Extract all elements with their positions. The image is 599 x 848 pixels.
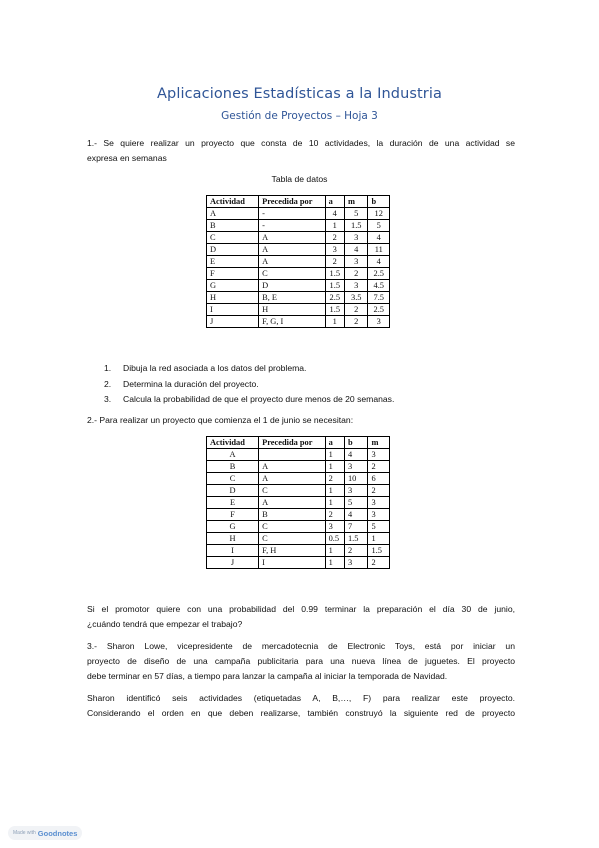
table1-header-row [207,196,390,208]
table-cell: 4 [344,244,368,256]
table-cell: 2.5 [325,292,344,304]
question-text: Determina la duración del proyecto. [123,378,259,389]
table-cell: - [259,220,325,232]
table-cell: 4.5 [368,280,390,292]
table-row [207,292,390,304]
table-cell: 1.5 [344,220,368,232]
table-cell: A [259,232,325,244]
question-item [104,392,394,408]
table2-header-cell: m [368,437,390,449]
table-cell: 1 [325,485,344,497]
table-row [207,256,390,268]
table-cell: 3 [344,256,368,268]
table-cell: D [259,280,325,292]
table-cell: 3 [344,280,368,292]
table-row [207,220,390,232]
table-cell: A [259,244,325,256]
table-cell: 3.5 [344,292,368,304]
table-cell: 2.5 [368,304,390,316]
table-cell: B [207,220,259,232]
table-cell: C [259,521,325,533]
table-row [207,280,390,292]
table-row [207,533,390,545]
table1-header-cell: a [325,196,344,208]
page-title: Aplicaciones Estadísticas a la Industria [157,86,442,102]
table-row [207,244,390,256]
table-cell: 10 [344,473,368,485]
table-row [207,232,390,244]
problem1-questions [104,361,394,408]
table-cell: - [259,208,325,220]
table-cell: 5 [344,497,368,509]
question-number: 2. [104,378,112,389]
question-number: 1. [104,363,112,373]
problem1-intro-line2: expresa en semanas [87,153,167,163]
table-cell [259,449,325,461]
table2-header-cell: b [344,437,368,449]
table-row [207,449,390,461]
table-cell: C [207,232,259,244]
table-cell: F, H [259,545,325,557]
question-text: Calcula la probabilidad de que el proyecto dure menos de 20 semanas. [123,394,395,405]
table-cell: 1 [368,533,390,545]
table-cell: 3 [325,521,344,533]
table-cell: 1 [325,461,344,473]
table-cell: H [259,304,325,316]
table-cell: 5 [344,208,368,220]
table2-header-cell: Actividad [207,437,259,449]
table-cell: C [259,533,325,545]
table-cell: B, E [259,292,325,304]
table-cell: 4 [344,509,368,521]
table-cell: 6 [368,473,390,485]
table-cell: A [259,473,325,485]
table-cell: 3 [344,461,368,473]
goodnotes-watermark [8,826,82,840]
table-row [207,497,390,509]
table-cell: 2 [325,473,344,485]
question-item [104,377,394,393]
table-cell: J [207,557,259,569]
table-cell: C [207,473,259,485]
table-row [207,521,390,533]
table-cell: 2.5 [368,268,390,280]
problem3-p2-line1: Sharon identificó seis actividades (etiquetadas A, B,…, F) para realizar este proyecto. [87,693,515,703]
table-cell: 7.5 [368,292,390,304]
table-cell: D [207,244,259,256]
table-cell: J [207,316,259,328]
table-cell: 2 [325,509,344,521]
question-number: 3. [104,394,112,405]
table-cell: A [207,449,259,461]
table-cell: 1.5 [325,304,344,316]
problem2-intro: 2.- Para realizar un proyecto que comienza el 1 de junio se necesitan: [87,415,354,425]
table-row [207,473,390,485]
table-cell: A [259,256,325,268]
table-cell: 3 [368,497,390,509]
problem2-question [87,602,515,632]
table-cell: 2 [344,545,368,557]
table-row [207,557,390,569]
table-row [207,461,390,473]
table-cell: 4 [368,256,390,268]
table-cell: 1 [325,557,344,569]
table-cell: 2 [344,268,368,280]
table-cell: H [207,533,259,545]
table2-header-cell: a [325,437,344,449]
table-cell: 2 [368,461,390,473]
table-cell: 4 [368,232,390,244]
table-row [207,485,390,497]
table-cell: 3 [344,557,368,569]
watermark-brand: Goodnotes [37,828,78,838]
problem3-p2-line2: Considerando el orden en que deben realizarse, también construyó la siguiente red de proyecto [87,708,515,718]
table-cell: 11 [368,244,390,256]
problem3-p1-line1: 3.- Sharon Lowe, vicepresidente de mercadotecnia de Electronic Toys, está por iniciar un [87,641,515,651]
table-cell: 1.5 [325,280,344,292]
table-cell: B [259,509,325,521]
table-cell: 12 [368,208,390,220]
table-cell: 3 [325,244,344,256]
table-cell: 1 [325,545,344,557]
problem3-p1-line3: debe terminar en 57 días, a tiempo para lanzar la campaña al iniciar la temporada de Navidad. [87,671,448,681]
table-row [207,545,390,557]
table-cell: 5 [368,521,390,533]
table-cell: 1 [325,316,344,328]
table-cell: I [207,304,259,316]
problem1-intro-line1: 1.- Se quiere realizar un proyecto que consta de 10 actividades, la duración de una actividad se [87,138,515,148]
table1-header-cell: Actividad [207,196,259,208]
table-row [207,304,390,316]
table-cell: 3 [344,232,368,244]
table2 [206,436,390,569]
table-cell: 1 [325,497,344,509]
table-cell: 2 [368,557,390,569]
table1-caption: Tabla de datos [271,174,328,184]
table-cell: G [207,521,259,533]
table-cell: 1.5 [368,545,390,557]
table-cell: 1 [325,449,344,461]
table1-header-cell: Precedida por [259,196,325,208]
problem2-question-line2: ¿cuándo tendrá que empezar el trabajo? [87,619,243,629]
question-text: Dibuja la red asociada a los datos del problema. [123,363,307,373]
table-cell: D [207,485,259,497]
table-row [207,208,390,220]
table-cell: H [207,292,259,304]
table-cell: 1 [325,220,344,232]
table-cell: C [259,268,325,280]
table1-header-cell: b [368,196,390,208]
table2-header-row [207,437,390,449]
table-cell: 4 [325,208,344,220]
table-cell: 2 [344,316,368,328]
page-subtitle: Gestión de Proyectos – Hoja 3 [221,110,378,122]
table-cell: 3 [368,449,390,461]
table-cell: 7 [344,521,368,533]
table-cell: 3 [344,485,368,497]
table-cell: I [259,557,325,569]
table-cell: F [207,509,259,521]
problem3-p1-line2: proyecto de diseño de una campaña publicitaria para una nueva línea de juguetes. El proyecto [87,656,515,666]
table-cell: F, G, I [259,316,325,328]
table-cell: 4 [344,449,368,461]
table-cell: G [207,280,259,292]
question-item [104,361,394,377]
table-cell: 3 [368,509,390,521]
table-cell: A [259,497,325,509]
problem2-question-line1: Si el promotor quiere con una probabilidad del 0.99 terminar la preparación el día 30 de junio, [87,604,515,614]
problem3-paragraph1 [87,639,515,684]
table-cell: 2 [325,232,344,244]
table-cell: E [207,497,259,509]
table-cell: 3 [368,316,390,328]
table2-header-cell: Precedida por [259,437,325,449]
table1-header-cell: m [344,196,368,208]
table-cell: 5 [368,220,390,232]
table-cell: A [207,208,259,220]
table-cell: 1.5 [344,533,368,545]
table-cell: E [207,256,259,268]
problem1-intro [87,136,515,166]
table-cell: I [207,545,259,557]
table-row [207,268,390,280]
table-cell: 0.5 [325,533,344,545]
table-row [207,509,390,521]
table-cell: A [259,461,325,473]
table-row [207,316,390,328]
table-cell: B [207,461,259,473]
table-cell: 2 [344,304,368,316]
watermark-small-text: Made with [13,830,36,836]
table1 [206,195,390,328]
table-cell: 2 [368,485,390,497]
table-cell: 2 [325,256,344,268]
table-cell: C [259,485,325,497]
table-cell: F [207,268,259,280]
problem3-paragraph2 [87,691,515,721]
table-cell: 1.5 [325,268,344,280]
